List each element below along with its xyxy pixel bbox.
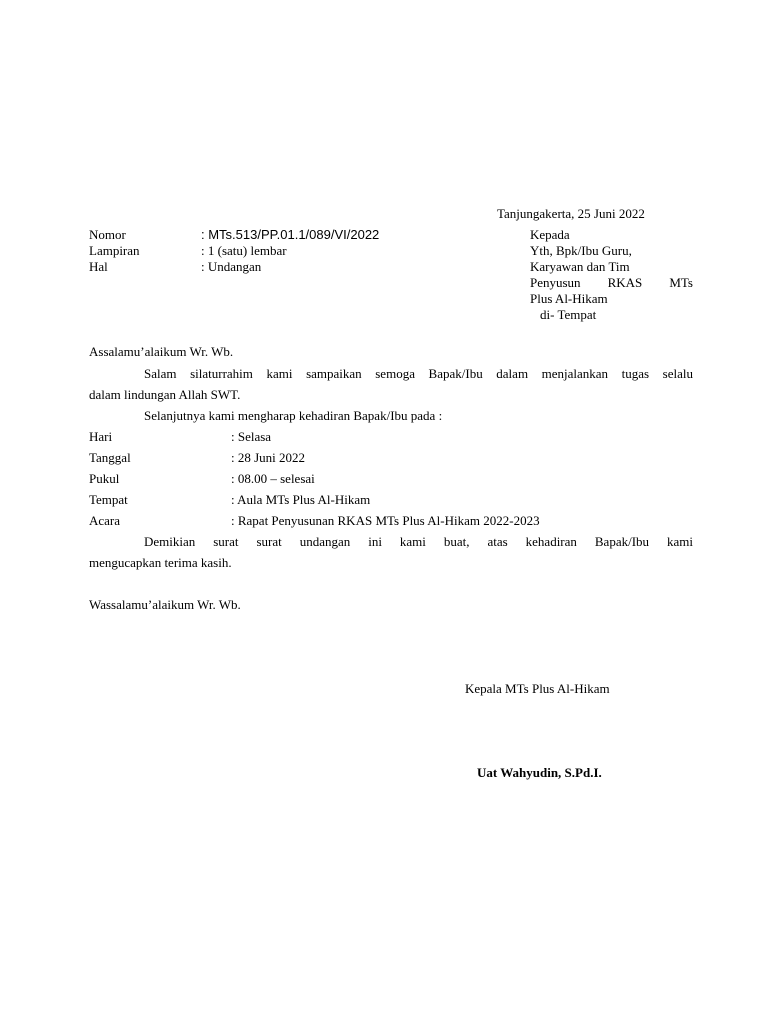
hal-label: Hal [89, 259, 108, 274]
nomor-value: : MTs.513/PP.01.1/089/VI/2022 [201, 227, 380, 242]
recipient-line-1: Kepada [530, 227, 570, 242]
detail-label: Acara [89, 513, 121, 528]
paragraph-1-line-1: Salam silaturrahim kami sampaikan semoga Bapak/Ibu dalam menjalankan tugas selalu [144, 366, 693, 381]
detail-value: : Selasa [231, 429, 272, 444]
detail-label: Pukul [89, 471, 120, 486]
recipient-line-5: Plus Al-Hikam [530, 291, 608, 306]
recipient-line-6: di- Tempat [540, 307, 597, 322]
recipient-word: Penyusun [530, 275, 581, 290]
detail-value: : 28 Juni 2022 [231, 450, 306, 465]
letter-date: Tanjungakerta, 25 Juni 2022 [497, 206, 645, 221]
detail-value: : Aula MTs Plus Al-Hikam [231, 492, 371, 507]
recipient-line-2: Yth, Bpk/Ibu Guru, [530, 243, 632, 258]
recipient-word: RKAS [607, 275, 643, 290]
hal-value: : Undangan [201, 259, 262, 274]
closing-salutation: Wassalamu’alaikum Wr. Wb. [89, 597, 241, 612]
detail-label: Hari [89, 429, 113, 444]
greeting: Assalamu’alaikum Wr. Wb. [89, 344, 234, 359]
detail-value: : Rapat Penyusunan RKAS MTs Plus Al-Hikam 2022-2023 [231, 513, 540, 528]
closing-line-2: mengucapkan terima kasih. [89, 555, 232, 570]
recipient-word: MTs [669, 275, 693, 290]
lampiran-value: : 1 (satu) lembar [201, 243, 287, 258]
recipient-line-3: Karyawan dan Tim [530, 259, 630, 274]
paragraph-1-line-2: dalam lindungan Allah SWT. [89, 387, 241, 402]
detail-label: Tempat [89, 492, 128, 507]
signature-name: Uat Wahyudin, S.Pd.I. [477, 765, 602, 780]
recipient-line-4 [530, 275, 693, 291]
detail-value: : 08.00 – selesai [231, 471, 315, 486]
signature-title: Kepala MTs Plus Al-Hikam [465, 681, 610, 696]
nomor-label: Nomor [89, 227, 126, 242]
closing-line-1: Demikian surat surat undangan ini kami buat, atas kehadiran Bapak/Ibu kami [144, 534, 693, 549]
lampiran-label: Lampiran [89, 243, 140, 258]
paragraph-2: Selanjutnya kami mengharap kehadiran Bapak/Ibu pada : [144, 408, 443, 423]
detail-label: Tanggal [89, 450, 131, 465]
